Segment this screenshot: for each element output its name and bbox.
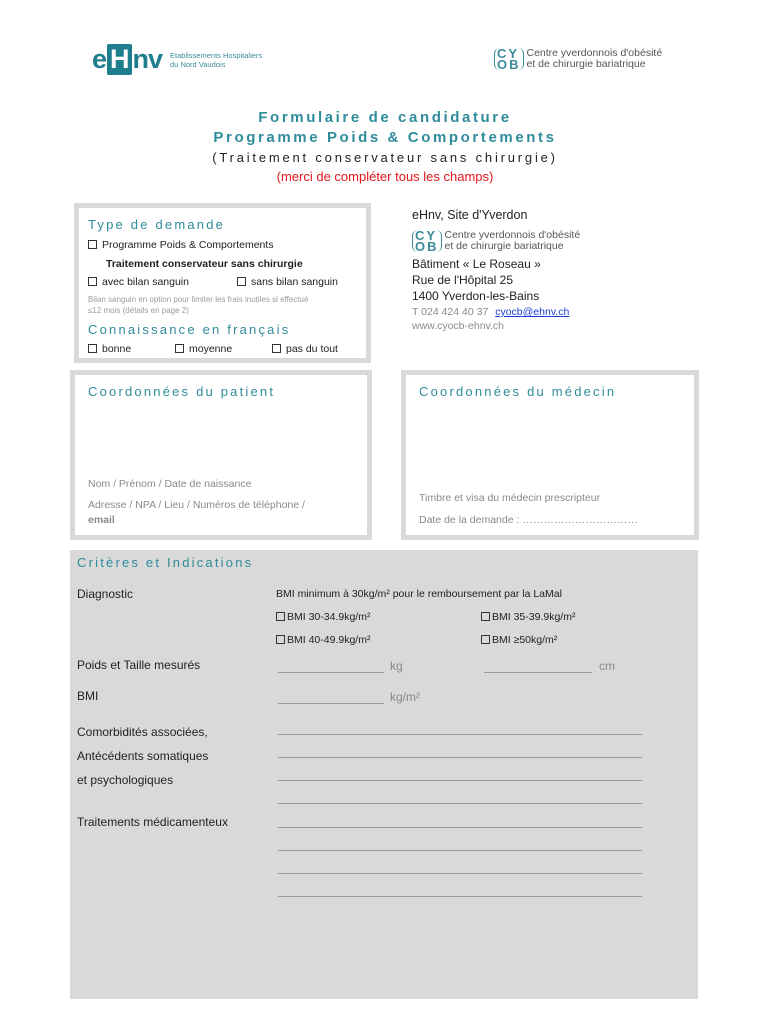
cyocb-logo-address [412, 230, 580, 252]
treatments-line-1[interactable] [278, 827, 642, 828]
bmi-input-line[interactable] [278, 703, 384, 704]
address-contact [412, 306, 580, 318]
medecin-title: Coordonnées du médecin [419, 384, 617, 399]
checkbox[interactable] [276, 612, 285, 621]
criteria-section [70, 550, 698, 999]
option-without-blood[interactable]: sans bilan sanguin [237, 276, 338, 288]
patient-field-email: email [88, 514, 115, 526]
treatments-line-4[interactable] [278, 896, 642, 897]
checkbox[interactable] [481, 635, 490, 644]
address-lines: Bâtiment « Le Roseau » Rue de l'Hôpital 25 1400 Yverdon-les-Bains [412, 257, 541, 303]
address-block [412, 208, 580, 332]
demande-title: Type de demande [88, 217, 226, 232]
medecin-box [401, 370, 699, 540]
bmi-option-30[interactable]: BMI 30-34.9kg/m² [276, 611, 370, 623]
criteria-title: Critères et Indications [77, 555, 254, 570]
cyocb-logo-header [494, 48, 662, 70]
unit-kgm2: kg/m² [390, 690, 420, 704]
unit-cm: cm [599, 659, 615, 673]
title-line2: Programme Poids & Comportements [213, 129, 557, 146]
patient-box [70, 370, 372, 540]
patient-field-address: Adresse / NPA / Lieu / Numéros de téléphone / [88, 499, 305, 511]
medecin-field-date: Date de la demande : …………………………… [419, 514, 638, 526]
checkbox[interactable] [481, 612, 490, 621]
comorbidities-line-1[interactable] [278, 734, 642, 735]
demande-box [74, 203, 371, 363]
address-site: eHnv, Site d'Yverdon [412, 208, 528, 222]
title-instruction: (merci de compléter tous les champs) [276, 169, 494, 184]
option-french-average[interactable]: moyenne [175, 343, 232, 355]
cyocb-mark: CY OB [412, 230, 442, 252]
address-phone: T 024 424 40 37 [412, 306, 489, 318]
comorbidities-line-2[interactable] [278, 757, 642, 758]
treatments-line-3[interactable] [278, 873, 642, 874]
treatments-label: Traitements médicamenteux [77, 815, 228, 829]
medecin-field-stamp: Timbre et visa du médecin prescripteur [419, 492, 601, 504]
form-title [0, 108, 770, 186]
blood-note: Bilan sanguin en option pour limiter les frais inutiles si effectué ≤12 mois (détails en page 2) [88, 295, 309, 315]
comorbidities-label: Comorbidités associées, Antécédents somatiques et psychologiques [77, 725, 209, 787]
patient-title: Coordonnées du patient [88, 384, 276, 399]
bmi-option-50[interactable]: BMI ≥50kg/m² [481, 634, 557, 646]
bmi-option-40[interactable]: BMI 40-49.9kg/m² [276, 634, 370, 646]
height-input-line[interactable] [484, 672, 592, 673]
bmi-label: BMI [77, 689, 99, 703]
checkbox[interactable] [88, 277, 97, 286]
weight-label: Poids et Taille mesurés [77, 658, 201, 672]
ehnv-logo [92, 44, 265, 75]
checkbox[interactable] [272, 344, 281, 353]
comorbidities-line-3[interactable] [278, 780, 642, 781]
ehnv-logo-subtitle: Etablissements Hospitaliers du Nord Vaudois [170, 50, 263, 69]
demande-subtitle: Traitement conservateur sans chirurgie [106, 258, 303, 270]
unit-kg: kg [390, 659, 403, 673]
checkbox[interactable] [237, 277, 246, 286]
checkbox[interactable] [88, 344, 97, 353]
cyocb-logo-text: Centre yverdonnois d'obésité et de chirurgie bariatrique [444, 229, 581, 252]
checkbox[interactable] [88, 240, 97, 249]
ehnv-logo-text: e H nv [92, 44, 163, 74]
treatments-line-2[interactable] [278, 850, 642, 851]
cyocb-logo-text: Centre yverdonnois d'obésité et de chirurgie bariatrique [526, 47, 663, 70]
checkbox[interactable] [276, 635, 285, 644]
cyocb-mark: CY OB [494, 48, 524, 70]
french-title: Connaissance en français [88, 322, 291, 337]
bmi-note: BMI minimum à 30kg/m² pour le remboursement par la LaMal [276, 588, 562, 600]
weight-input-line[interactable] [278, 672, 384, 673]
title-line3: (Traitement conservateur sans chirurgie) [212, 150, 558, 165]
title-line1: Formulaire de candidature [258, 109, 512, 126]
checkbox[interactable] [175, 344, 184, 353]
option-with-blood[interactable]: avec bilan sanguin [88, 276, 189, 288]
address-email-link[interactable]: cyocb@ehnv.ch [495, 306, 570, 318]
bmi-option-35[interactable]: BMI 35-39.9kg/m² [481, 611, 575, 623]
comorbidities-line-4[interactable] [278, 803, 642, 804]
option-french-good[interactable]: bonne [88, 343, 131, 355]
option-program[interactable]: Programme Poids & Comportements [88, 239, 274, 251]
option-french-none[interactable]: pas du tout [272, 343, 338, 355]
diagnostic-label: Diagnostic [77, 587, 134, 601]
address-web[interactable]: www.cyocb-ehnv.ch [412, 320, 505, 332]
patient-field-name: Nom / Prénom / Date de naissance [88, 478, 252, 490]
